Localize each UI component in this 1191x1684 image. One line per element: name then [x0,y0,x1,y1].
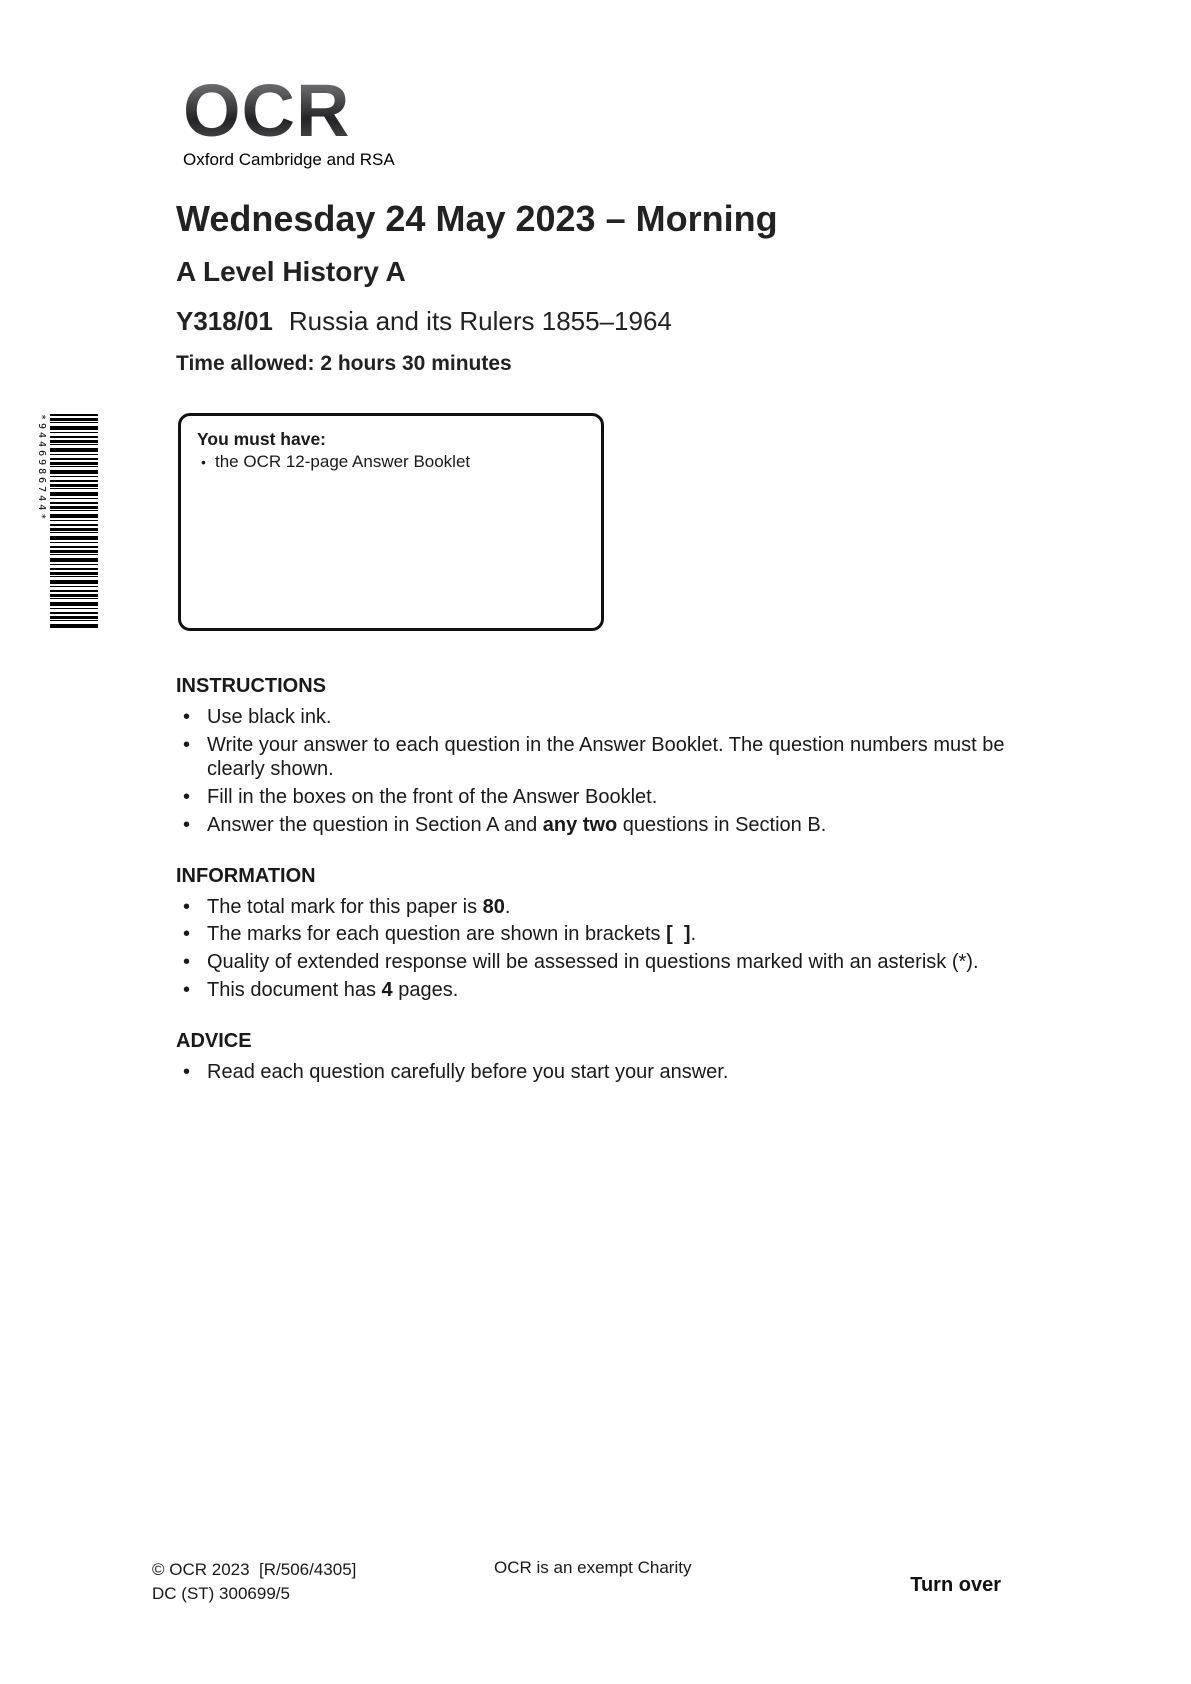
bullet-item: • Fill in the boxes on the front of the Answer Booklet. [176,785,1012,810]
bullet-item: • Write your answer to each question in the Answer Booklet. The question numbers must be clearly shown. [176,733,1012,783]
ocr-logo-text: OCR [183,76,395,146]
bullet-item: • Use black ink. [176,705,1012,730]
bullet-item: • This document has 4 pages. [176,978,1012,1003]
section-information [176,864,1012,1003]
barcode-bars-graphic [50,414,98,628]
barcode-digits: *9446986744* [36,414,47,523]
bullet-item: • Answer the question in Section A and any two questions in Section B. [176,813,1012,838]
must-have-list [197,452,585,472]
ocr-logo [183,69,395,170]
bullet-item: • Quality of extended response will be assessed in questions marked with an asterisk (*). [176,950,1012,975]
barcode [36,414,98,628]
bullet-item: • the OCR 12-page Answer Booklet [197,452,585,472]
main-content [176,674,1012,1110]
information-list [176,895,1012,1003]
turn-over-label: Turn over [910,1574,1001,1596]
bullet-item: • Read each question carefully before you start your answer. [176,1060,1012,1085]
footer-dc-code: DC (ST) 300699/5 [152,1583,290,1603]
section-instructions [176,674,1012,838]
advice-list [176,1060,1012,1085]
paper-code: Y318/01 [176,306,273,336]
instructions-heading: INSTRUCTIONS [176,675,326,697]
exam-level-subtitle: A Level History A [176,256,406,287]
footer-copyright-block [152,1558,356,1606]
time-allowed: Time allowed: 2 hours 30 minutes [176,352,512,375]
exam-date-title: Wednesday 24 May 2023 – Morning [176,198,778,239]
footer-charity-note: OCR is an exempt Charity [494,1558,692,1577]
bullet-item: • The marks for each question are shown in brackets [ ]. [176,922,1012,947]
instructions-list [176,705,1012,838]
ocr-logo-tagline: Oxford Cambridge and RSA [183,150,395,170]
must-have-title: You must have: [197,429,327,449]
must-have-box [178,413,604,631]
advice-heading: ADVICE [176,1029,252,1052]
section-advice [176,1029,1012,1085]
bullet-item: • The total mark for this paper is 80. [176,895,1012,920]
paper-code-line [176,306,672,337]
paper-title: Russia and its Rulers 1855–1964 [288,306,672,336]
information-heading: INFORMATION [176,864,316,887]
footer-copyright: © OCR 2023 [R/506/4305] [152,1560,357,1579]
